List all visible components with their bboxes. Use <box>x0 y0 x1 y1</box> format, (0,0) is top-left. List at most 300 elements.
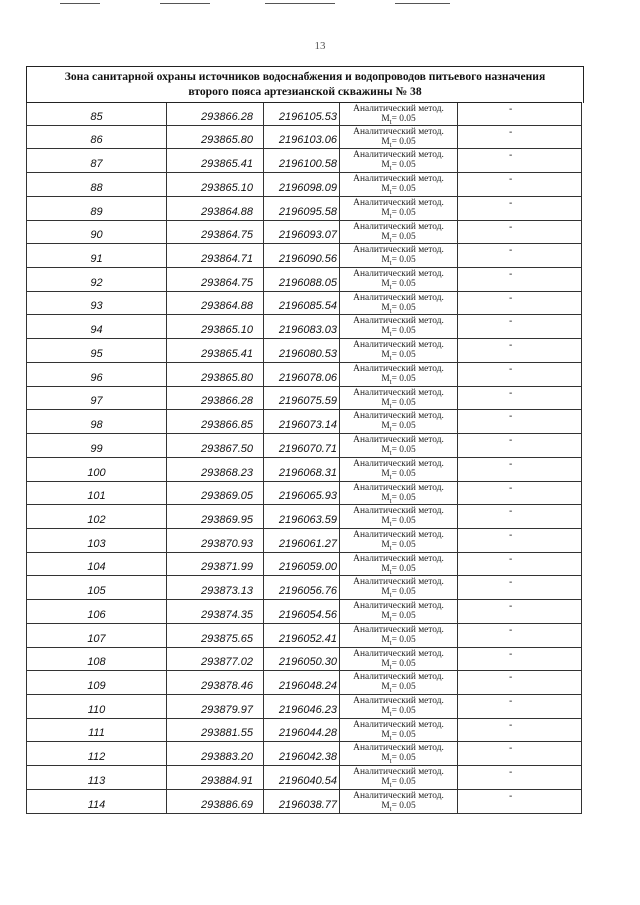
method-cell <box>340 505 458 528</box>
x-coordinate: 293864.75 <box>201 229 253 242</box>
point-number-cell <box>26 363 167 386</box>
y-coordinate: 2196059.00 <box>278 561 337 574</box>
value-cell <box>458 434 582 457</box>
y-coordinate: 2196065.93 <box>278 490 337 503</box>
method-cell <box>340 126 458 149</box>
method-accuracy: $M_t= 0.05$ <box>381 350 416 363</box>
method-label: Аналитический метод. <box>353 672 444 683</box>
empty-dash: - <box>509 316 513 328</box>
point-number-cell <box>26 458 167 481</box>
empty-dash: - <box>509 245 513 257</box>
y-coordinate-cell <box>264 410 340 433</box>
method-accuracy: $M_t= 0.05$ <box>381 468 416 481</box>
empty-dash: - <box>509 695 513 707</box>
method-label: Аналитический метод. <box>353 174 444 185</box>
method-label: Аналитический метод. <box>353 126 444 137</box>
point-number: 112 <box>87 751 106 764</box>
y-coordinate: 2196056.76 <box>278 585 337 598</box>
point-number-cell <box>26 126 167 149</box>
empty-dash: - <box>509 553 513 565</box>
method-label: Аналитический метод. <box>353 435 444 446</box>
x-coordinate: 293873.13 <box>201 585 253 598</box>
table-row <box>26 221 582 245</box>
y-coordinate: 2196088.05 <box>278 276 337 289</box>
point-number: 95 <box>90 347 103 360</box>
table-row <box>26 102 582 126</box>
x-coordinate-cell <box>167 197 264 220</box>
table-row <box>26 197 582 221</box>
y-coordinate-cell <box>264 790 340 813</box>
y-coordinate-cell <box>264 766 340 789</box>
point-number: 104 <box>87 561 106 574</box>
value-cell <box>458 197 582 220</box>
table-row <box>26 624 582 648</box>
point-number: 111 <box>88 727 105 740</box>
method-label: Аналитический метод. <box>353 482 444 493</box>
x-coordinate: 293865.10 <box>201 181 253 194</box>
point-number-cell <box>26 173 167 196</box>
method-label: Аналитический метод. <box>353 363 444 374</box>
method-label: Аналитический метод. <box>353 577 444 588</box>
method-label: Аналитический метод. <box>353 529 444 540</box>
point-number-cell <box>26 387 167 410</box>
value-cell <box>458 410 582 433</box>
method-cell <box>340 529 458 552</box>
method-accuracy: $M_t= 0.05$ <box>381 445 416 457</box>
x-coordinate-cell <box>167 648 264 671</box>
x-coordinate: 293883.20 <box>201 751 253 764</box>
y-coordinate: 2196083.03 <box>278 324 337 337</box>
method-accuracy: $M_t= 0.05$ <box>381 160 416 173</box>
method-label: Аналитический метод. <box>353 245 444 256</box>
x-coordinate-cell <box>167 410 264 433</box>
method-accuracy: $M_t= 0.05$ <box>381 231 416 244</box>
method-accuracy: $M_t= 0.05$ <box>381 682 416 695</box>
point-number: 108 <box>87 656 106 669</box>
empty-dash: - <box>509 197 513 209</box>
table-row <box>26 458 582 482</box>
method-label: Аналитический метод. <box>353 695 444 706</box>
empty-dash: - <box>509 624 513 636</box>
method-accuracy: $M_t= 0.05$ <box>381 563 416 576</box>
method-cell <box>340 197 458 220</box>
method-accuracy: $M_t= 0.05$ <box>381 207 416 220</box>
value-cell <box>458 505 582 528</box>
method-cell <box>340 766 458 789</box>
x-coordinate: 293865.41 <box>201 347 253 360</box>
value-cell <box>458 695 582 718</box>
point-number: 92 <box>90 276 103 289</box>
method-label: Аналитический метод. <box>353 340 444 351</box>
method-accuracy: $M_t= 0.05$ <box>381 516 416 529</box>
page-title <box>26 66 584 103</box>
x-coordinate: 293864.75 <box>201 276 253 289</box>
method-accuracy: $M_t= 0.05$ <box>381 373 416 386</box>
table-row <box>26 173 582 197</box>
point-number: 91 <box>90 253 103 266</box>
point-number-cell <box>26 600 167 623</box>
y-coordinate-cell <box>264 197 340 220</box>
method-label: Аналитический метод. <box>353 316 444 327</box>
table-row <box>26 600 582 624</box>
table-row <box>26 576 582 600</box>
x-coordinate-cell <box>167 244 264 267</box>
x-coordinate-cell <box>167 126 264 149</box>
method-cell <box>340 410 458 433</box>
point-number-cell <box>26 244 167 267</box>
x-coordinate: 293871.99 <box>201 561 253 574</box>
empty-dash: - <box>509 482 513 494</box>
x-coordinate: 293865.80 <box>201 371 253 384</box>
empty-dash: - <box>509 363 513 375</box>
point-number-cell <box>26 529 167 552</box>
page-number: 13 <box>314 40 326 52</box>
empty-dash: - <box>509 411 513 423</box>
x-coordinate-cell <box>167 387 264 410</box>
x-coordinate: 293866.28 <box>201 110 253 123</box>
method-accuracy: $M_t= 0.05$ <box>381 705 416 718</box>
y-coordinate-cell <box>264 600 340 623</box>
x-coordinate: 293878.46 <box>201 679 253 692</box>
value-cell <box>458 173 582 196</box>
point-number-cell <box>26 766 167 789</box>
point-number: 114 <box>87 798 106 811</box>
x-coordinate-cell <box>167 790 264 813</box>
value-cell <box>458 339 582 362</box>
y-coordinate-cell <box>264 221 340 244</box>
x-coordinate-cell <box>167 529 264 552</box>
point-number-cell <box>26 434 167 457</box>
x-coordinate-cell <box>167 766 264 789</box>
x-coordinate: 293865.80 <box>201 134 253 147</box>
y-coordinate-cell <box>264 576 340 599</box>
y-coordinate-cell <box>264 505 340 528</box>
point-number: 90 <box>90 229 103 242</box>
value-cell <box>458 790 582 813</box>
empty-dash: - <box>509 506 513 518</box>
point-number: 106 <box>87 608 106 621</box>
method-label: Аналитический метод. <box>353 553 444 564</box>
empty-dash: - <box>509 435 513 447</box>
y-coordinate: 2196046.23 <box>278 703 337 716</box>
x-coordinate-cell <box>167 149 264 172</box>
y-coordinate: 2196073.14 <box>278 419 337 432</box>
y-coordinate: 2196054.56 <box>278 608 337 621</box>
y-coordinate-cell <box>264 149 340 172</box>
point-number: 99 <box>90 442 103 455</box>
method-label: Аналитический метод. <box>353 601 444 612</box>
table-row <box>26 292 582 316</box>
method-accuracy: $M_t= 0.05$ <box>381 587 416 600</box>
table-row <box>26 126 582 150</box>
method-label: Аналитический метод. <box>353 292 444 303</box>
x-coordinate: 293864.88 <box>201 205 253 218</box>
table-row <box>26 671 582 695</box>
method-accuracy: $M_t= 0.05$ <box>381 539 416 552</box>
x-coordinate: 293865.41 <box>201 158 253 171</box>
point-number: 85 <box>90 110 103 123</box>
method-accuracy: $M_t= 0.05$ <box>381 777 416 789</box>
table-row <box>26 529 582 553</box>
point-number: 96 <box>90 371 103 384</box>
x-coordinate: 293875.65 <box>201 632 253 645</box>
y-coordinate-cell <box>264 387 340 410</box>
y-coordinate-cell <box>264 671 340 694</box>
y-coordinate-cell <box>264 648 340 671</box>
y-coordinate: 2196105.53 <box>278 110 337 123</box>
method-label: Аналитический метод. <box>353 269 444 280</box>
point-number: 107 <box>87 632 106 645</box>
empty-dash: - <box>509 340 513 352</box>
method-label: Аналитический метод. <box>353 104 444 114</box>
value-cell <box>458 244 582 267</box>
method-label: Аналитический метод. <box>353 197 444 208</box>
method-cell <box>340 576 458 599</box>
table-row <box>26 363 582 387</box>
method-accuracy: $M_t= 0.05$ <box>381 421 416 434</box>
y-coordinate: 2196068.31 <box>278 466 337 479</box>
x-coordinate: 293879.97 <box>201 703 253 716</box>
method-label: Аналитический метод. <box>353 719 444 730</box>
y-coordinate-cell <box>264 268 340 291</box>
y-coordinate-cell <box>264 695 340 718</box>
x-coordinate: 293864.88 <box>201 300 253 313</box>
y-coordinate: 2196050.30 <box>278 656 337 669</box>
value-cell <box>458 315 582 338</box>
point-number-cell <box>26 648 167 671</box>
method-label: Аналитический метод. <box>353 506 444 517</box>
y-coordinate-cell <box>264 553 340 576</box>
point-number: 101 <box>87 490 106 503</box>
point-number-cell <box>26 790 167 813</box>
empty-dash: - <box>509 104 513 115</box>
point-number-cell <box>26 719 167 742</box>
method-cell <box>340 292 458 315</box>
y-coordinate-cell <box>264 434 340 457</box>
point-number-cell <box>26 482 167 505</box>
y-coordinate: 2196070.71 <box>278 442 337 455</box>
y-coordinate-cell <box>264 126 340 149</box>
x-coordinate-cell <box>167 458 264 481</box>
method-label: Аналитический метод. <box>353 743 444 754</box>
y-coordinate-cell <box>264 719 340 742</box>
x-coordinate-cell <box>167 173 264 196</box>
y-coordinate-cell <box>264 244 340 267</box>
point-number-cell <box>26 671 167 694</box>
method-label: Аналитический метод. <box>353 624 444 635</box>
method-accuracy: $M_t= 0.05$ <box>381 658 416 671</box>
y-coordinate-cell <box>264 458 340 481</box>
empty-dash: - <box>509 790 513 802</box>
point-number-cell <box>26 410 167 433</box>
x-coordinate: 293877.02 <box>201 656 253 669</box>
value-cell <box>458 742 582 765</box>
value-cell <box>458 719 582 742</box>
point-number: 100 <box>87 466 106 479</box>
x-coordinate: 293864.71 <box>201 253 253 266</box>
value-cell <box>458 553 582 576</box>
x-coordinate-cell <box>167 292 264 315</box>
point-number: 102 <box>87 513 106 526</box>
empty-dash: - <box>509 292 513 304</box>
y-coordinate: 2196042.38 <box>278 751 337 764</box>
point-number: 93 <box>90 300 103 313</box>
method-cell <box>340 742 458 765</box>
method-accuracy: $M_t= 0.05$ <box>381 800 416 813</box>
value-cell <box>458 149 582 172</box>
table-row <box>26 719 582 743</box>
point-number: 98 <box>90 419 103 432</box>
value-cell <box>458 103 582 125</box>
point-number-cell <box>26 576 167 599</box>
empty-dash: - <box>509 269 513 281</box>
y-coordinate-cell <box>264 482 340 505</box>
method-accuracy: $M_t= 0.05$ <box>381 114 416 126</box>
point-number-cell <box>26 221 167 244</box>
method-label: Аналитический метод. <box>353 150 444 161</box>
y-coordinate-cell <box>264 173 340 196</box>
y-coordinate-cell <box>264 363 340 386</box>
y-coordinate-cell <box>264 742 340 765</box>
point-number-cell <box>26 624 167 647</box>
title-line-2: второго пояса артезианской скважины № 38 <box>188 85 422 98</box>
x-coordinate-cell <box>167 434 264 457</box>
method-accuracy: $M_t= 0.05$ <box>381 634 416 647</box>
table-row <box>26 648 582 672</box>
method-accuracy: $M_t= 0.05$ <box>381 302 416 315</box>
empty-dash: - <box>509 458 513 470</box>
method-cell <box>340 268 458 291</box>
empty-dash: - <box>509 387 513 399</box>
point-number: 88 <box>90 181 103 194</box>
point-number-cell <box>26 268 167 291</box>
method-label: Аналитический метод. <box>353 790 444 801</box>
x-coordinate: 293884.91 <box>201 774 253 787</box>
empty-dash: - <box>509 150 513 162</box>
table-row <box>26 410 582 434</box>
point-number-cell <box>26 742 167 765</box>
y-coordinate: 2196063.59 <box>278 513 337 526</box>
y-coordinate-cell <box>264 529 340 552</box>
method-label: Аналитический метод. <box>353 458 444 469</box>
value-cell <box>458 671 582 694</box>
table-row <box>26 742 582 766</box>
x-coordinate-cell <box>167 600 264 623</box>
y-coordinate: 2196040.54 <box>278 774 337 787</box>
table-row <box>26 315 582 339</box>
x-coordinate-cell <box>167 576 264 599</box>
method-accuracy: $M_t= 0.05$ <box>381 397 416 410</box>
y-coordinate: 2196090.56 <box>278 253 337 266</box>
point-number: 97 <box>90 395 103 408</box>
y-coordinate: 2196048.24 <box>278 679 337 692</box>
empty-dash: - <box>509 672 513 684</box>
x-coordinate: 293886.69 <box>201 798 253 811</box>
method-cell <box>340 244 458 267</box>
scan-top-marks <box>0 0 640 8</box>
method-cell <box>340 695 458 718</box>
method-label: Аналитический метод. <box>353 221 444 232</box>
x-coordinate: 293867.50 <box>201 442 253 455</box>
method-cell <box>340 315 458 338</box>
table-row <box>26 149 582 173</box>
value-cell <box>458 576 582 599</box>
method-accuracy: $M_t= 0.05$ <box>381 492 416 505</box>
x-coordinate-cell <box>167 505 264 528</box>
empty-dash: - <box>509 743 513 755</box>
value-cell <box>458 221 582 244</box>
x-coordinate-cell <box>167 339 264 362</box>
method-accuracy: $M_t= 0.05$ <box>381 184 416 197</box>
x-coordinate-cell <box>167 315 264 338</box>
method-cell <box>340 553 458 576</box>
y-coordinate-cell <box>264 315 340 338</box>
x-coordinate: 293866.85 <box>201 419 253 432</box>
table-row <box>26 695 582 719</box>
empty-dash: - <box>509 719 513 731</box>
y-coordinate: 2196052.41 <box>278 632 337 645</box>
table-row <box>26 505 582 529</box>
empty-dash: - <box>509 174 513 186</box>
method-cell <box>340 221 458 244</box>
method-label: Аналитический метод. <box>353 767 444 778</box>
table-row <box>26 434 582 458</box>
point-number-cell <box>26 103 167 125</box>
x-coordinate: 293869.05 <box>201 490 253 503</box>
method-cell <box>340 339 458 362</box>
point-number: 89 <box>90 205 103 218</box>
method-cell <box>340 648 458 671</box>
point-number: 113 <box>87 774 106 787</box>
table-row <box>26 790 582 814</box>
value-cell <box>458 600 582 623</box>
method-cell <box>340 103 458 125</box>
value-cell <box>458 363 582 386</box>
y-coordinate: 2196078.06 <box>278 371 337 384</box>
empty-dash: - <box>509 126 513 138</box>
x-coordinate-cell <box>167 268 264 291</box>
table-row <box>26 339 582 363</box>
method-accuracy: $M_t= 0.05$ <box>381 136 416 149</box>
x-coordinate-cell <box>167 624 264 647</box>
table-row <box>26 244 582 268</box>
x-coordinate-cell <box>167 221 264 244</box>
y-coordinate: 2196100.58 <box>278 158 337 171</box>
point-number: 105 <box>87 585 106 598</box>
value-cell <box>458 766 582 789</box>
y-coordinate-cell <box>264 624 340 647</box>
y-coordinate-cell <box>264 103 340 125</box>
method-accuracy: $M_t= 0.05$ <box>381 611 416 623</box>
y-coordinate: 2196038.77 <box>278 798 337 811</box>
x-coordinate: 293870.93 <box>201 537 253 550</box>
x-coordinate-cell <box>167 695 264 718</box>
coordinates-table <box>26 102 582 814</box>
y-coordinate: 2196095.58 <box>278 205 337 218</box>
method-cell <box>340 387 458 410</box>
method-cell <box>340 482 458 505</box>
method-cell <box>340 600 458 623</box>
x-coordinate-cell <box>167 363 264 386</box>
value-cell <box>458 458 582 481</box>
value-cell <box>458 648 582 671</box>
table-row <box>26 482 582 506</box>
table-row <box>26 553 582 577</box>
y-coordinate-cell <box>264 292 340 315</box>
method-cell <box>340 363 458 386</box>
x-coordinate: 293874.35 <box>201 608 253 621</box>
method-cell <box>340 671 458 694</box>
